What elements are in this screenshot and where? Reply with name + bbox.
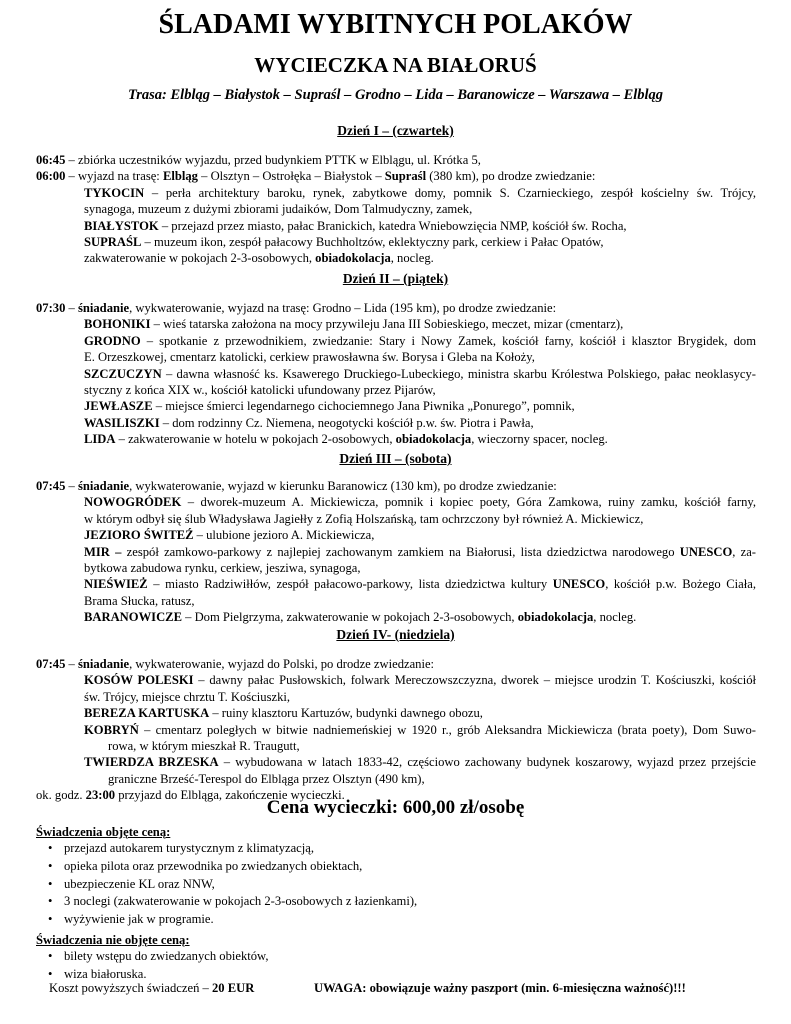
meal: obiadokolacja: [517, 610, 594, 625]
stop-twierdza-cont: graniczne Brześć-Terespol do Elbląga przez Olsztyn (490 km),: [108, 771, 425, 786]
item-text: 3 noclegi (zakwaterowanie w pokojach 2-3-osobowych z łazienkami),: [64, 894, 418, 909]
meal: obiadokolacja: [315, 251, 391, 266]
stop-grodno-cont: E. Orzeszkowej, cmentarz katolicki, cerkiew prawosławna św. Borysa i Gleba na Kołoży,: [84, 350, 535, 365]
stop-niesviez: [36, 576, 756, 592]
time: 06:45: [36, 153, 66, 167]
list-item: [36, 858, 756, 876]
stop-kobryn: [36, 722, 756, 738]
day3-section: [36, 478, 756, 626]
excluded-heading: Świadczenia nie objęte ceną:: [36, 933, 190, 947]
list-item: [36, 948, 756, 966]
text: , wykwaterowanie, wyjazd na trasę: Grodno – Lida (195 km), po drodze zwiedzanie:: [129, 301, 557, 315]
text: , nocleg.: [390, 251, 434, 266]
place-name: BARANOWICZE: [84, 610, 182, 625]
item-text: wyżywienie jak w programie.: [64, 911, 214, 926]
item-text: ubezpieczenie KL oraz NNW,: [64, 876, 215, 891]
day1-section: [36, 152, 756, 267]
text: ok. godz.: [36, 788, 86, 803]
text: , wykwaterowanie, wyjazd do Polski, po drodze zwiedzanie:: [129, 657, 435, 671]
page-title: ŚLADAMI WYBITNYCH POLAKÓW: [158, 9, 633, 40]
stop-nowogrodek-cont: w którym odbył się ślub Władysława Jagiełły z Zofią Holszańską, tam ochrzczony był również A. Mickiewicz,: [84, 511, 644, 526]
text: Koszt powyższych świadczeń –: [49, 981, 212, 995]
day1-heading: Dzień I – (czwartek): [337, 123, 454, 138]
text: , nocleg.: [593, 610, 637, 625]
text: – zbiórka uczestników wyjazdu, przed budynkiem PTTK w Elblągu, ul. Krótka 5,: [65, 153, 481, 167]
stop-bialystok: [36, 218, 756, 234]
place-name: SUPRAŚL: [84, 234, 142, 249]
stop-jewlasze: [36, 398, 756, 414]
place-name: MIR –: [84, 544, 122, 559]
place-desc: – dawna własność ks. Ksawerego Druckiego-Lubeckiego, ministra skarbu Królestwa Polskiego, pałac neoklasycy-: [161, 366, 756, 381]
stop-baranowicze: [36, 609, 756, 625]
place-name: NIEŚWIEŻ: [84, 577, 148, 592]
place-desc: – ulubione jezioro A. Mickiewicza,: [193, 528, 375, 543]
place-name: BEREZA KARTUSKA: [84, 706, 210, 721]
bullet-icon: •: [48, 966, 53, 981]
stop-kosow-cont: św. Trójcy, miejsce chrztu T. Kościuszki,: [84, 689, 291, 704]
excluded-list: [36, 948, 756, 983]
stop-tykocin: [36, 185, 756, 201]
stop-wasiliszki: [36, 415, 756, 431]
stop-lida: [36, 431, 756, 447]
text: przyjazd do Elbląga, zakończenie wycieczki.: [115, 788, 345, 803]
place-desc: – wybudowana w latach 1833-42, częściowo zachowany budynek koszarowy, wyjazd przez przejście: [218, 755, 756, 770]
item-text: opieka pilota oraz przewodnika po zwiedzanych obiektach,: [64, 858, 363, 873]
place-name: WASILISZKI: [84, 415, 160, 430]
day3-intro-line: [36, 478, 756, 494]
text: – Dom Pielgrzyma, zakwaterowanie w pokojach 2-3-osobowych,: [181, 610, 518, 625]
stop-tykocin-cont: synagoga, muzeum z dużymi zbiorami judaików, Dom Talmudyczny, zamek,: [84, 202, 473, 217]
bullet-icon: •: [48, 858, 53, 873]
route-line: Trasa: Elbląg – Białystok – Supraśl – Grodno – Lida – Baranowicze – Warszawa – Elbląg: [127, 87, 664, 103]
bullet-icon: •: [48, 841, 53, 856]
meal: obiadokolacja: [395, 432, 472, 447]
text: –: [65, 301, 78, 315]
place-name: KOBRYŃ: [84, 722, 139, 737]
stop-nowogrodek: [36, 494, 756, 510]
day1-accommodation: [36, 250, 756, 266]
stop-szczuczyn-cont: styczny z końca XIX w., kościół katolicki ufundowany przez Pijarów,: [84, 382, 436, 397]
stop-kobryn-cont: rowa, w którym mieszkał R. Traugutt,: [108, 738, 300, 753]
included-list: [36, 840, 756, 928]
place: Supraśl: [384, 169, 427, 184]
place-desc: zespół zamkowo-parkowy z najlepiej zachowanym zamkiem na Białorusi, lista dziedzictwa narodowego: [121, 544, 680, 559]
place-desc: – dworek-muzeum A. Mickiewicza, pomnik i kopiec poety, Góra Zamkowa, ruiny zamku, kościół farny,: [181, 495, 756, 510]
text: , kościół p.w. Bożego Ciała,: [605, 577, 756, 592]
price-heading: Cena wycieczki: 600,00 zł/osobę: [266, 797, 525, 818]
time: 07:45: [36, 657, 66, 671]
day2-intro-line: [36, 300, 756, 316]
place-desc: – przejazd przez miasto, pałac Branickich, katedra Wniebowzięcia NMP, kościół św. Rocha,: [158, 218, 627, 233]
stop-kosow: [36, 672, 756, 688]
place-name: BOHONIKI: [84, 317, 151, 332]
meal: śniadanie: [77, 479, 130, 493]
day1-departure-line: [36, 168, 756, 184]
included-section: [36, 824, 756, 928]
day4-intro-line: [36, 656, 756, 672]
unesco-label: UNESCO: [552, 577, 606, 592]
item-text: przejazd autokarem turystycznym z klimatyzacją,: [64, 841, 315, 856]
arrival-time: 23:00: [85, 788, 116, 803]
place-name: JEWŁASZE: [84, 399, 153, 414]
item-text: bilety wstępu do zwiedzanych obiektów,: [64, 949, 269, 964]
meal: śniadanie: [77, 657, 130, 671]
stop-mir: [36, 544, 756, 560]
stop-bohoniki: [36, 316, 756, 332]
extra-cost: [49, 980, 254, 996]
stop-bereza: [36, 705, 756, 721]
text: –: [65, 657, 78, 671]
page-subtitle: WYCIECZKA NA BIAŁORUŚ: [254, 53, 537, 77]
time: 06:00: [36, 169, 66, 184]
place-desc: – cmentarz poległych w bitwie nadniemeńskiej w 1920 r., grób Aleksandra Mickiewicza (brata poety), Dom Suwo-: [138, 722, 756, 737]
stop-grodno: [36, 333, 756, 349]
day1-meeting-line: [36, 152, 756, 168]
day2-heading: Dzień II – (piątek): [342, 271, 449, 286]
stop-switez: [36, 527, 756, 543]
place-name: KOSÓW POLESKI: [84, 673, 194, 688]
day4-section: [36, 656, 756, 804]
list-item: [36, 840, 756, 858]
included-heading: Świadczenia objęte ceną:: [36, 825, 171, 839]
place-desc: – wieś tatarska założona na mocy przywileju Jana III Sobieskiego, meczet, mizar (cmentarz),: [150, 317, 624, 332]
stop-mir-cont: bytkowa zabudowa rynku, cerkiew, jesziwa, synagoga,: [84, 560, 361, 575]
stop-twierdza: [36, 754, 756, 770]
day3-heading: Dzień III – (sobota): [339, 451, 452, 466]
bullet-icon: •: [48, 876, 53, 891]
meal: śniadanie: [77, 301, 130, 315]
text: – zakwaterowanie w hotelu w pokojach 2-osobowych,: [115, 432, 396, 447]
place-desc: – dawny pałac Pusłowskich, folwark Mereczowszczyzna, dworek – miejsce urodzin T. Kościuszki, kościół: [193, 673, 756, 688]
place-name: BIAŁYSTOK: [84, 218, 159, 233]
place-desc: – miasto Radziwiłłów, zespół pałacowo-parkowy, lista dziedzictwa kultury: [147, 577, 553, 592]
time: 07:45: [36, 479, 66, 493]
place-name: NOWOGRÓDEK: [84, 495, 182, 510]
unesco-label: UNESCO: [679, 544, 733, 559]
time: 07:30: [36, 301, 66, 315]
stop-niesviez-cont: Brama Słucka, ratusz,: [84, 593, 195, 608]
day2-section: [36, 300, 756, 448]
place-name: TYKOCIN: [84, 185, 145, 200]
text: zakwaterowanie w pokojach 2-3-osobowych,: [84, 251, 316, 266]
text: –: [65, 479, 78, 493]
place-name: LIDA: [84, 432, 116, 447]
item-text: wiza białoruska.: [64, 966, 147, 981]
place-desc: – muzeum ikon, zespół pałacowy Buchholtzów, eklektyczny park, cerkiew i Pałac Opatów,: [141, 234, 604, 249]
text: (380 km), po drodze zwiedzanie:: [426, 169, 596, 184]
place-name: TWIERDZA BRZESKA: [84, 755, 219, 770]
place-name: SZCZUCZYN: [84, 366, 162, 381]
list-item: [36, 911, 756, 929]
list-item: [36, 876, 756, 894]
cost-amount: 20 EUR: [211, 981, 255, 995]
place: Elbląg: [162, 169, 198, 184]
day4-heading: Dzień IV- (niedziela): [336, 627, 455, 642]
passport-warning: UWAGA: obowiązuje ważny paszport (min. 6-miesięczna ważność)!!!: [314, 981, 686, 995]
text: , za-: [732, 544, 756, 559]
place-desc: – miejsce śmierci legendarnego cichociemnego Jana Piwnika „Ponurego”, pomnik,: [152, 399, 575, 414]
stop-szczuczyn: [36, 366, 756, 382]
list-item: [36, 893, 756, 911]
text: – wyjazd na trasę:: [65, 169, 163, 184]
place-desc: – dom rodzinny Cz. Niemena, neogotycki kościół p.w. św. Piotra i Pawła,: [159, 415, 534, 430]
text: – Olsztyn – Ostrołęka – Białystok –: [197, 169, 385, 184]
place-name: GRODNO: [84, 333, 141, 348]
excluded-section: [36, 932, 756, 984]
text: , wykwaterowanie, wyjazd w kierunku Baranowicz (130 km), po drodze zwiedzanie:: [129, 479, 557, 493]
text: , wieczorny spacer, nocleg.: [471, 432, 608, 447]
bullet-icon: •: [48, 894, 53, 909]
place-desc: – perła architektury baroku, rynek, zabytkowe domy, pomnik S. Czarnieckiego, zespół kościelny św. Trójcy,: [144, 185, 756, 200]
stop-suprasl: [36, 234, 756, 250]
bullet-icon: •: [48, 949, 53, 964]
bullet-icon: •: [48, 911, 53, 926]
place-desc: – ruiny klasztoru Kartuzów, budynki dawnego obozu,: [209, 706, 483, 721]
place-desc: – spotkanie z przewodnikiem, zwiedzanie: Stary i Nowy Zamek, kościół farny, kościół i klasztor Brygidek, dom: [140, 333, 756, 348]
place-name: JEZIORO ŚWITEŹ: [84, 528, 194, 543]
